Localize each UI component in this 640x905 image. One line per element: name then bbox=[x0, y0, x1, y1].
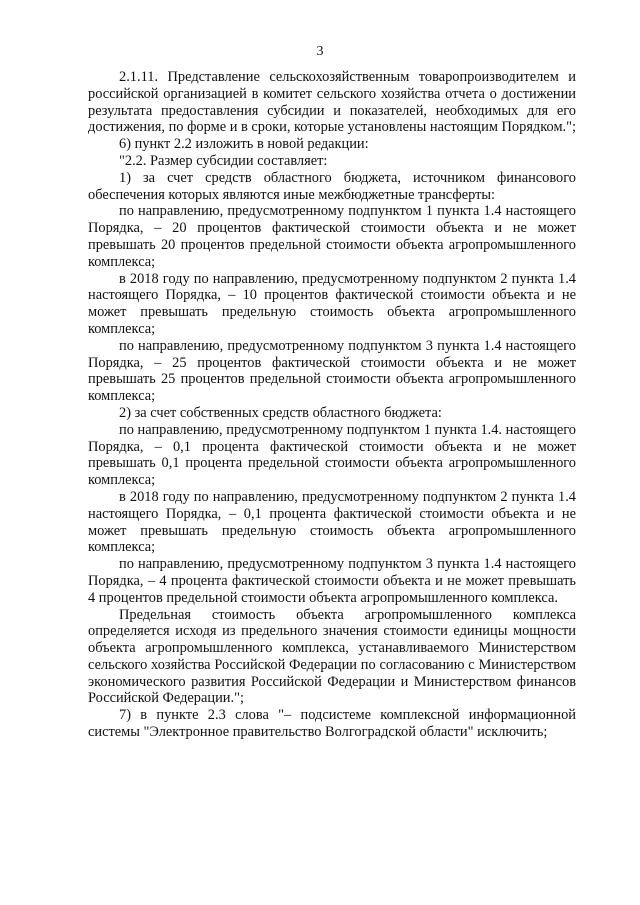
paragraph-direction-3-b: по направлению, предусмотренному подпунктом 3 пункта 1.4 настоящего Порядка, – 4 процента фактической стоимости объекта и не может превышать 4 процентов предельной стоимости объекта агропромышленного комплекса. bbox=[88, 556, 576, 606]
paragraph-item-7: 7) в пункте 2.3 слова "– подсистеме комплексной информационной системы "Электронное правительство Волгоградской области" исключить; bbox=[88, 707, 576, 741]
paragraph-subitem-1: 1) за счет средств областного бюджета, источником финансового обеспечения которых являются иные межбюджетные трансферты: bbox=[88, 169, 576, 203]
paragraph-item-6: 6) пункт 2.2 изложить в новой редакции: bbox=[119, 136, 369, 153]
paragraph-direction-2-b: в 2018 году по направлению, предусмотренному подпунктом 2 пункта 1.4 настоящего Порядка, – 0,1 процента фактической стоимости объекта и не может превышать предельную стоимость объекта агропромышленного комплекса; bbox=[88, 488, 576, 556]
paragraph-2-2-heading: "2.2. Размер субсидии составляет: bbox=[119, 152, 328, 169]
paragraph-direction-3-a: по направлению, предусмотренному подпунктом 3 пункта 1.4 настоящего Порядка, – 25 процентов фактической стоимости объекта и не может превышать 25 процентов предельной стоимости объекта агропромышленного комплекса; bbox=[88, 337, 576, 405]
paragraph-direction-2-a: в 2018 году по направлению, предусмотренному подпунктом 2 пункта 1.4 настоящего Порядка, – 10 процентов фактической стоимости объекта и не может превышать предельную стоимость объекта агропромышленного комплекса; bbox=[88, 270, 576, 337]
page-number: 3 bbox=[316, 44, 324, 59]
paragraph-direction-1-b: по направлению, предусмотренному подпунктом 1 пункта 1.4. настоящего Порядка, – 0,1 процента фактической стоимости объекта и не может превышать 0,1 процента предельной стоимости объекта агропромышленного комплекса; bbox=[88, 421, 576, 489]
paragraph-direction-1-a: по направлению, предусмотренному подпунктом 1 пункта 1.4 настоящего Порядка, – 20 процентов фактической стоимости объекта и не может превышать 20 процентов предельной стоимости объекта агропромышленного комплекса; bbox=[88, 203, 576, 270]
paragraph-limit-cost: Предельная стоимость объекта агропромышленного комплекса определяется исходя из предельного значения стоимости единицы мощности объекта агропромышленного комплекса, устанавливаемого Министерством сельского хозяйства Российской Федерации по согласованию с Министерством экономического развития Российской Федерации и Министерством финансов Российской Федерации."; bbox=[88, 606, 576, 707]
paragraph-2-1-11: 2.1.11. Представление сельскохозяйственным товаропроизводителем и российской организацией в комитет сельского хозяйства отчета о достижении результата предоставления субсидии и показателей, необходимых для его достижения, по форме и в сроки, которые установлены настоящим Порядком."; bbox=[88, 69, 577, 136]
document-body bbox=[88, 69, 576, 741]
paragraph-subitem-2: 2) за счет собственных средств областного бюджета: bbox=[119, 404, 442, 421]
